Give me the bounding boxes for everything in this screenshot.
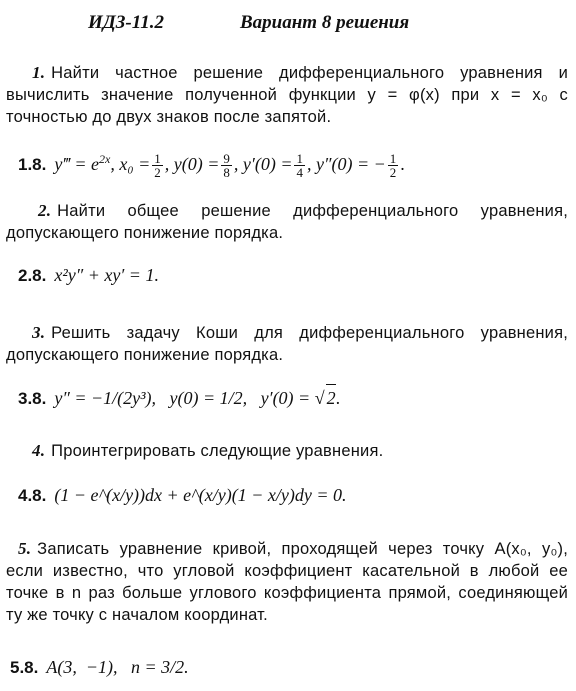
formula-5-8 (10, 654, 189, 681)
formula-1-x0: , x₀ = (110, 154, 151, 174)
task-4-text (6, 440, 568, 462)
formula-2-8 (18, 262, 159, 289)
formula-3-expr: y″ = −1/(2y³), y(0) = 1/2, y′(0) = (54, 388, 315, 408)
formula-4-number: 4.8. (18, 486, 47, 505)
formula-5-expr: A(3, −1), n = 3/2. (46, 657, 189, 677)
fraction-4: $\frac{1}{2}$ (389, 151, 397, 181)
formula-3-sqrt: 2 (326, 384, 336, 411)
task-3-text (6, 322, 568, 366)
formula-1-yp0: , y′(0) = (233, 154, 293, 174)
formula-3-number: 3.8. (18, 389, 47, 408)
task-1-text (6, 62, 568, 128)
formula-1-8 (18, 146, 405, 179)
formula-1-ypp0: , y″(0) = − (306, 154, 386, 174)
task-3-statement: Решить задачу Коши для дифференциального уравнения, допускающего понижение порядка. (6, 324, 568, 364)
assignment-id: ИДЗ-11.2 (88, 12, 164, 33)
formula-4-expr: (1 − e^(x/y))dx + e^(x/y)(1 − x/y)dy = 0. (54, 485, 347, 505)
fraction-2: $\frac{9}{8}$ (223, 151, 230, 181)
task-3-number: 3. (32, 323, 46, 342)
task-5-statement: Записать уравнение кривой, проходящей через точку A(x₀, y₀), если известно, что угловой коэффициент касательной в любой ее точке в n раз больше углового коэффициента прямой, соединяющей ту же точку с началом координат. (6, 540, 568, 624)
formula-1-number: 1.8. (18, 155, 47, 174)
formula-1-exp: 2x (99, 152, 111, 166)
formula-3-end: . (335, 388, 341, 408)
formula-2-expr: x²y″ + xy′ = 1. (54, 265, 159, 285)
task-2-text (6, 200, 568, 244)
formula-1-end: . (400, 154, 405, 174)
task-2-number: 2. (38, 201, 52, 220)
task-2-statement: Найти общее решение дифференциального уравнения, допускающего понижение порядка. (6, 202, 568, 242)
task-4-number: 4. (32, 441, 46, 460)
formula-5-number: 5.8. (10, 658, 39, 677)
formula-3-8: 3.8. y″ = −1/(2y³), y(0) = 1/2, y′(0) = √ 2. (18, 384, 340, 412)
formula-1-eq: y‴ = e (54, 154, 100, 174)
header (0, 12, 576, 42)
task-5-text (6, 538, 568, 626)
formula-2-number: 2.8. (18, 266, 47, 285)
variant-title: Вариант 8 решения (240, 12, 410, 33)
task-4-statement: Проинтегрировать следующие уравнения. (51, 442, 384, 460)
task-1-statement: Найти частное решение дифференциального уравнения и вычислить значение полученной функции y = φ(x) при x = x₀ с точностью до двух знаков после запятой. (6, 64, 568, 126)
fraction-1: $\frac{1}{2}$ (154, 151, 161, 181)
task-5-number: 5. (18, 539, 32, 558)
task-1-number: 1. (32, 63, 46, 82)
fraction-3: $\frac{1}{4}$ (296, 151, 303, 181)
formula-4-8 (18, 482, 346, 509)
formula-1-y0: , y(0) = (164, 154, 220, 174)
